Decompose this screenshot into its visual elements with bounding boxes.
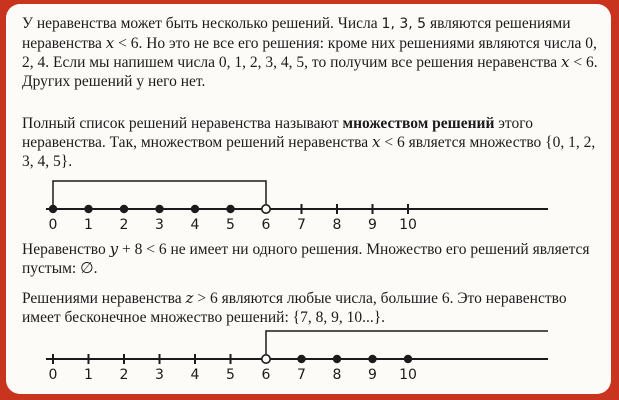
line1-tick-label-9: 9 xyxy=(368,217,377,233)
line1-tick-label-10: 10 xyxy=(399,217,417,233)
p4-var-z: z xyxy=(185,289,194,307)
p2-text-a: Полный список решений неравенства называют xyxy=(22,115,343,132)
p4-text-b: > 6 являются любые числа, большие 6. Это неравенство имеет бесконечное множество решений: {7, 8, 9, 10...}. xyxy=(22,290,567,326)
line2-solution-bracket xyxy=(266,331,548,354)
line2-tick-label-0: 0 xyxy=(48,367,58,383)
p4-text-a: Решениями неравенства xyxy=(22,290,186,307)
line1-tick-label-8: 8 xyxy=(332,217,342,233)
p1-text-b: являются решениями неравенства xyxy=(22,15,571,52)
line2-tick-label-7: 7 xyxy=(297,367,306,383)
p1-text-a: У неравенства может быть несколько решений. Числа xyxy=(22,15,382,32)
line2-point-10 xyxy=(404,355,412,363)
p1-var-x1: x xyxy=(105,34,115,52)
line2-tick-label-3: 3 xyxy=(155,367,164,383)
p3-text-a: Неравенство xyxy=(22,241,110,258)
line2-open-point-6 xyxy=(262,355,270,363)
line2-tick-label-5: 5 xyxy=(226,367,235,383)
line2-point-7 xyxy=(297,355,305,363)
line2-point-8 xyxy=(333,355,341,363)
line2-tick-label-9: 9 xyxy=(368,367,377,383)
p2-text-c: < 6 является множество {0, 1, 2, 3, 4, 5}. xyxy=(22,134,596,170)
line1-tick-label-4: 4 xyxy=(190,217,200,233)
line1-tick-label-7: 7 xyxy=(297,217,306,233)
p1-var-x2: x xyxy=(560,53,570,71)
line2-tick-label-1: 1 xyxy=(84,367,93,383)
empty-set-symbol: ∅ xyxy=(80,259,94,277)
p2-term-bold: множеством решений xyxy=(342,115,495,132)
line1-tick-label-3: 3 xyxy=(155,217,164,233)
p2-text-b: этого неравенства. Так, множеством решений неравенства xyxy=(22,115,533,151)
p1-text-d: < 6. Других решений у него нет. xyxy=(22,54,598,90)
line1-tick-label-6: 6 xyxy=(261,217,271,233)
p3-text-b: + 8 < 6 не имеет ни одного решения. Множество его решений является пустым: xyxy=(22,241,590,277)
line2-tick-label-6: 6 xyxy=(261,367,271,383)
line1-tick-label-5: 5 xyxy=(226,217,235,233)
p1-text-c: < 6. Но это не все его решения: кроме них решениями являются числа 0, 2, 4. Если мы напишем числа 0, 1, 2, 3, 4, 5, то получим все решения неравенства xyxy=(22,35,597,71)
line2-tick-label-8: 8 xyxy=(332,367,342,383)
line1-tick-label-0: 0 xyxy=(48,217,58,233)
p2-var-x: x xyxy=(372,133,381,151)
line2-point-9 xyxy=(368,355,376,363)
p3-text-c: . xyxy=(93,260,98,277)
line2-tick-label-2: 2 xyxy=(119,367,129,383)
p3-var-y: y xyxy=(109,240,119,258)
p1-numbers: 1, 3, 5 xyxy=(381,16,427,32)
line2-tick-label-10: 10 xyxy=(399,367,417,383)
line1-tick-label-1: 1 xyxy=(84,217,93,233)
line2-tick-label-4: 4 xyxy=(190,367,200,383)
line1-tick-label-2: 2 xyxy=(119,217,129,233)
